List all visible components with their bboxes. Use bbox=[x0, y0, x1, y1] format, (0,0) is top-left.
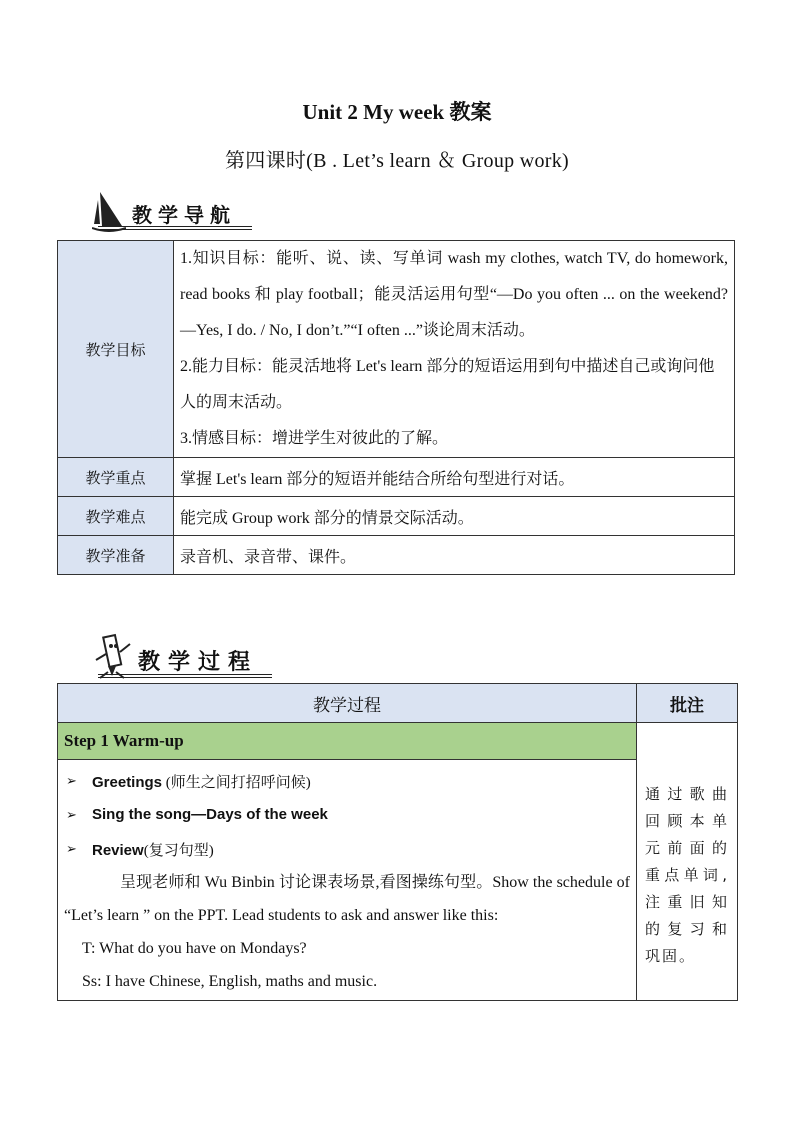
process-column-header: 教学过程 bbox=[58, 684, 637, 723]
document-title: Unit 2 My week 教案 bbox=[302, 100, 492, 124]
preparation-text: 录音机、录音带、课件。 bbox=[174, 536, 735, 575]
goal-label: 教学目标 bbox=[58, 241, 174, 458]
note-column-header: 批注 bbox=[637, 684, 738, 723]
key-points-label: 教学重点 bbox=[58, 458, 174, 497]
bullet-title: Sing the song—Days of the week bbox=[92, 806, 328, 823]
teaching-process-table bbox=[57, 683, 738, 1001]
banner-underline bbox=[98, 674, 272, 678]
bullet-title: Review bbox=[92, 841, 144, 859]
banner-title: 教学过程 bbox=[138, 650, 259, 675]
arrow-bullet-icon: ➢ bbox=[66, 773, 77, 789]
goal-line-2: 2.能力目标：能灵活地将 Let's learn 部分的短语运用到句中描述自己或询问他人的周末活动。 bbox=[180, 358, 715, 411]
goal-line-3: 3.情感目标：增进学生对彼此的了解。 bbox=[180, 430, 449, 447]
preparation-label: 教学准备 bbox=[58, 536, 174, 575]
goal-line-1: 1.知识目标：能听、说、读、写单词 wash my clothes, watch TV, do homework, read books 和 play football；能灵活运用句型“—Do you often ... on the weekend? —Yes, I do. / No, I don’t.”“I often ...”谈论周末活动。 bbox=[180, 250, 728, 339]
goal-content bbox=[174, 241, 735, 458]
review-paragraph: 呈现老师和 Wu Binbin 讨论课表场景,看图操练句型。Show the schedule of “Let’s learn ” on the PPT. Lead students to ask and answer like this: bbox=[64, 874, 630, 924]
bullet-title: Greetings bbox=[92, 773, 163, 791]
lesson-subtitle: 第四课时(B . Let’s learn ＆ Group work) bbox=[224, 150, 570, 172]
bullet-note: (师生之间打招呼问候) bbox=[162, 774, 311, 791]
step-1-heading: Step 1 Warm-up bbox=[58, 723, 637, 760]
pencil-figure-icon bbox=[92, 630, 132, 680]
dialog-line-teacher: T: What do you have on Mondays? bbox=[82, 940, 307, 957]
step-1-content bbox=[58, 760, 637, 1001]
teaching-guide-table bbox=[57, 240, 735, 575]
teaching-process-banner bbox=[92, 626, 272, 680]
dialog-line-students: Ss: I have Chinese, English, maths and music. bbox=[82, 973, 378, 990]
difficult-points-label: 教学难点 bbox=[58, 497, 174, 536]
banner-title: 教学导航 bbox=[132, 203, 236, 227]
banner-underline bbox=[98, 226, 252, 230]
bullet-item bbox=[64, 832, 630, 866]
bullet-item bbox=[64, 764, 630, 798]
arrow-bullet-icon: ➢ bbox=[66, 841, 77, 857]
teaching-guide-banner bbox=[92, 186, 252, 232]
bullet-item bbox=[64, 798, 630, 832]
difficult-points-text: 能完成 Group work 部分的情景交际活动。 bbox=[174, 497, 735, 536]
bullet-note: (复习句型) bbox=[143, 842, 214, 859]
key-points-text: 掌握 Let's learn 部分的短语并能结合所给句型进行对话。 bbox=[174, 458, 735, 497]
arrow-bullet-icon: ➢ bbox=[66, 807, 77, 823]
note-text: 通过歌曲回顾本单元前面的重点单词,注重旧知的复习和巩固。 bbox=[637, 723, 738, 1001]
